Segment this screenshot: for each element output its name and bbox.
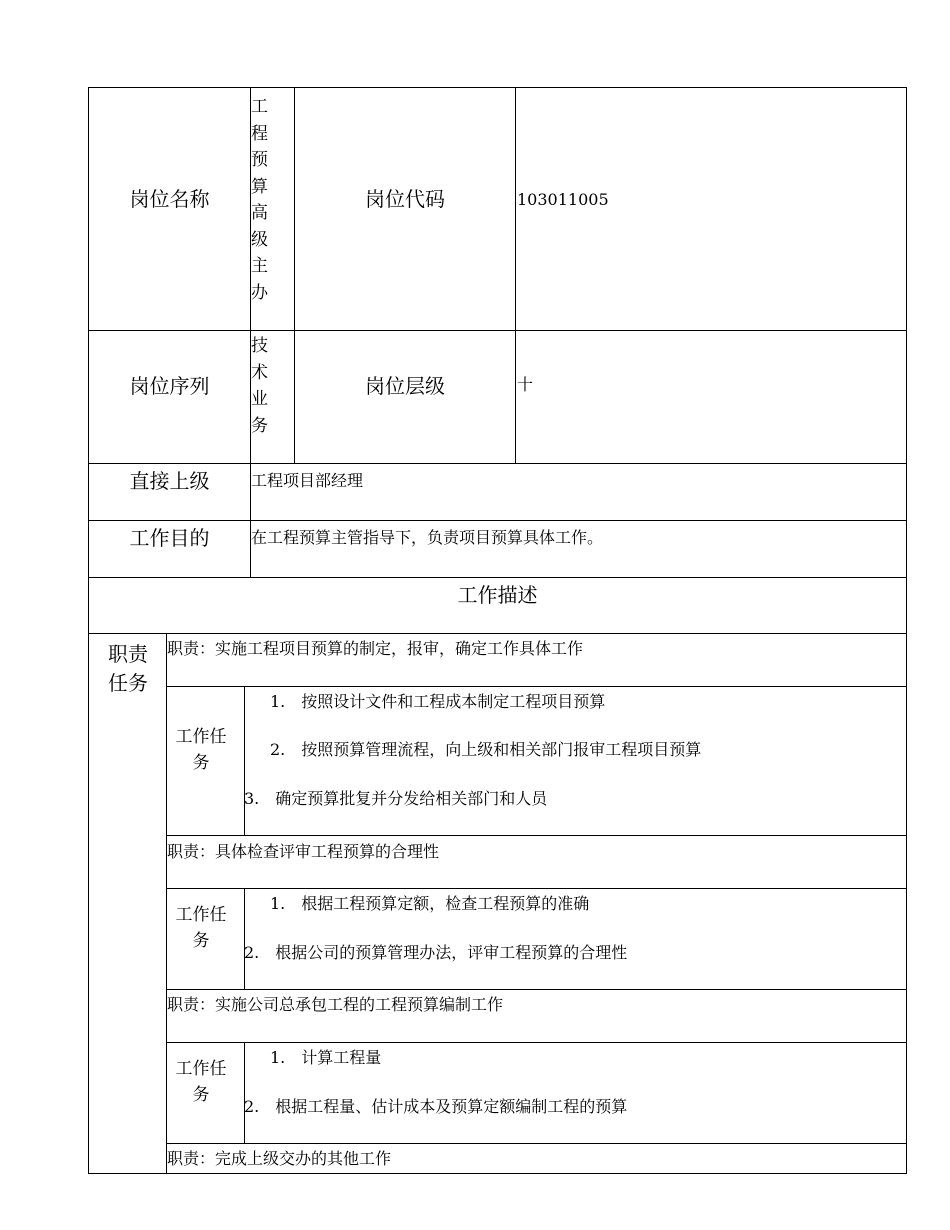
position-series-label: 岗位序列	[129, 374, 210, 398]
task-item: 1. 计算工程量	[270, 1048, 382, 1067]
position-name-value: 工程预算高级主办	[251, 97, 268, 303]
task-label: 工作任务	[175, 905, 227, 951]
duty-label: 职责任务	[108, 642, 148, 695]
duty-title: 职责：实施公司总承包工程的工程预算编制工作	[167, 995, 504, 1014]
duty-title: 职责：完成上级交办的其他工作	[167, 1149, 392, 1168]
duty-title: 职责：实施工程项目预算的制定，报审，确定工作具体工作	[167, 639, 584, 658]
position-level-label: 岗位层级	[365, 374, 445, 398]
position-series-value: 技术业务	[251, 336, 268, 436]
task-item: 2. 根据工程量、估计成本及预算定额编制工程的预算	[244, 1097, 628, 1116]
task-item: 1. 按照设计文件和工程成本制定工程项目预算	[270, 692, 606, 711]
purpose-label: 工作目的	[129, 526, 210, 550]
position-name-label: 岗位名称	[129, 187, 210, 211]
task-item: 2. 按照预算管理流程，向上级和相关部门报审工程项目预算	[270, 740, 702, 759]
task-label: 工作任务	[175, 727, 227, 773]
position-code-label: 岗位代码	[365, 187, 445, 211]
purpose-value: 在工程预算主管指导下，负责项目预算具体工作。	[251, 528, 604, 547]
duty-title: 职责：具体检查评审工程预算的合理性	[167, 842, 440, 861]
task-label: 工作任务	[175, 1059, 227, 1105]
supervisor-label: 直接上级	[129, 469, 210, 493]
supervisor-value: 工程项目部经理	[251, 471, 364, 490]
task-item: 3. 确定预算批复并分发给相关部门和人员	[244, 789, 548, 808]
task-item: 2. 根据公司的预算管理办法，评审工程预算的合理性	[244, 943, 628, 962]
position-code-value: 103011005	[517, 190, 609, 209]
section-title: 工作描述	[457, 583, 538, 607]
position-level-value: 十	[517, 375, 534, 394]
task-item: 1. 根据工程预算定额，检查工程预算的准确	[270, 894, 590, 913]
